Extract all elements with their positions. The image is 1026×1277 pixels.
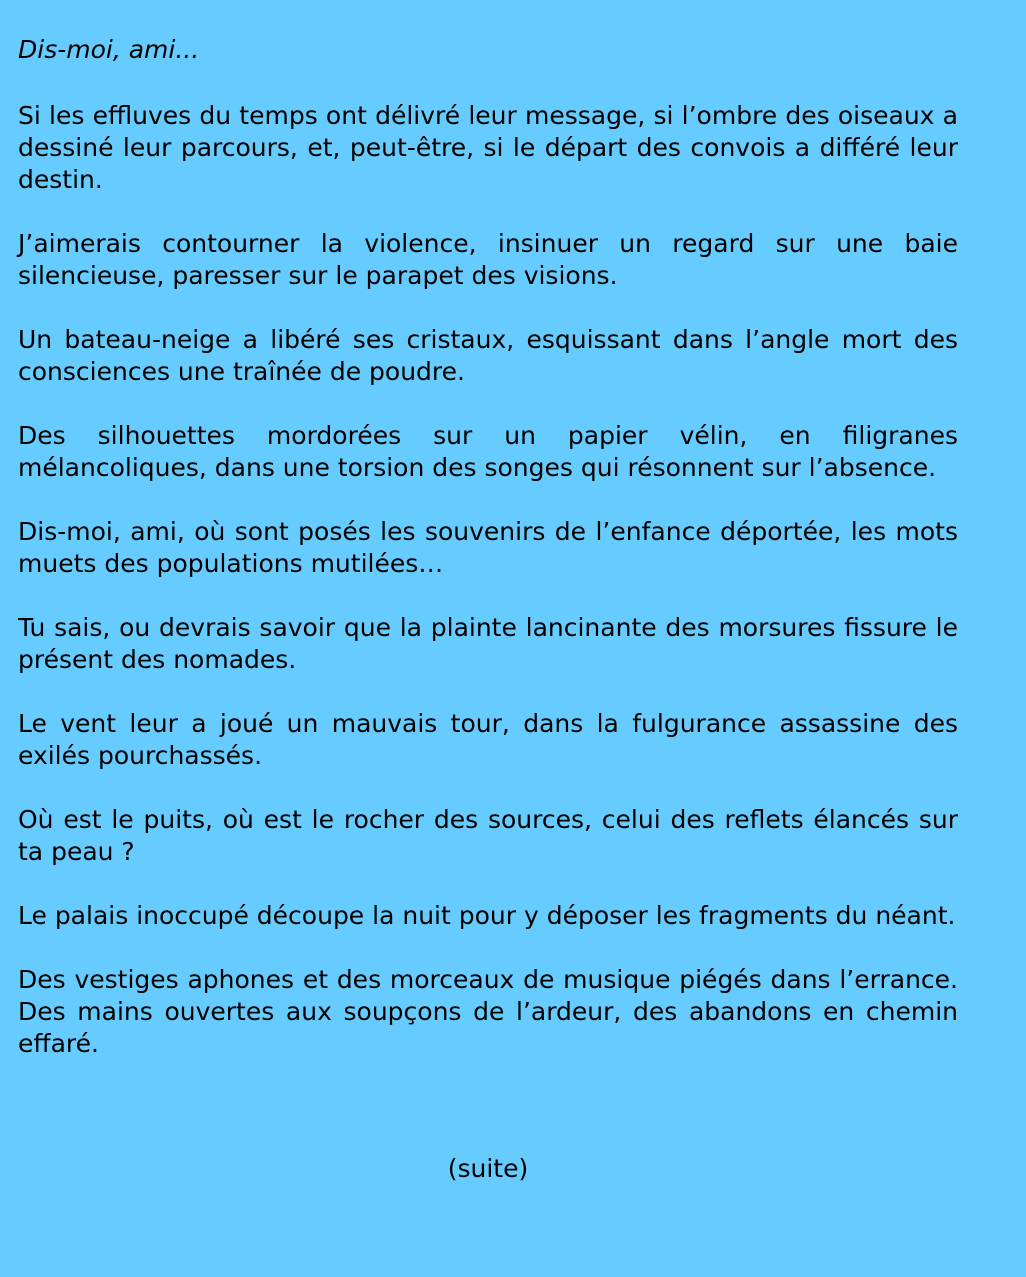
poem-paragraph-2: J’aimerais contourner la violence, insinuer un regard sur une baie silencieuse, paresser sur le parapet des visions. <box>18 229 958 290</box>
continuation-label: (suite) <box>447 1154 529 1183</box>
poem-paragraph-9: Le palais inoccupé découpe la nuit pour y déposer les fragments du néant. <box>18 901 956 930</box>
poem-paragraph-4: Des silhouettes mordorées sur un papier vélin, en filigranes mélancoliques, dans une torsion des songes qui résonnent sur l’absence. <box>18 421 958 482</box>
poem-paragraph-5: Dis-moi, ami, où sont posés les souvenirs de l’enfance déportée, les mots muets des populations mutilées… <box>18 517 958 578</box>
poem-paragraph-3: Un bateau-neige a libéré ses cristaux, esquissant dans l’angle mort des consciences une traînée de poudre. <box>18 325 958 386</box>
poem-paragraph-6: Tu sais, ou devrais savoir que la plainte lancinante des morsures fissure le présent des nomades. <box>18 613 958 674</box>
poem-paragraph-10: Des vestiges aphones et des morceaux de musique piégés dans l’errance. Des mains ouvertes aux soupçons de l’ardeur, des abandons en chemin effaré. <box>18 965 958 1058</box>
poem-paragraph-8: Où est le puits, où est le rocher des sources, celui des reflets élancés sur ta peau ? <box>18 805 958 866</box>
poem-title: Dis-moi, ami... <box>18 35 200 64</box>
poem-paragraph-7: Le vent leur a joué un mauvais tour, dans la fulgurance assassine des exilés pourchassés. <box>18 709 958 770</box>
poem-paragraph-1: Si les effluves du temps ont délivré leur message, si l’ombre des oiseaux a dessiné leur parcours, et, peut-être, si le départ des convois a différé leur destin. <box>18 101 958 194</box>
